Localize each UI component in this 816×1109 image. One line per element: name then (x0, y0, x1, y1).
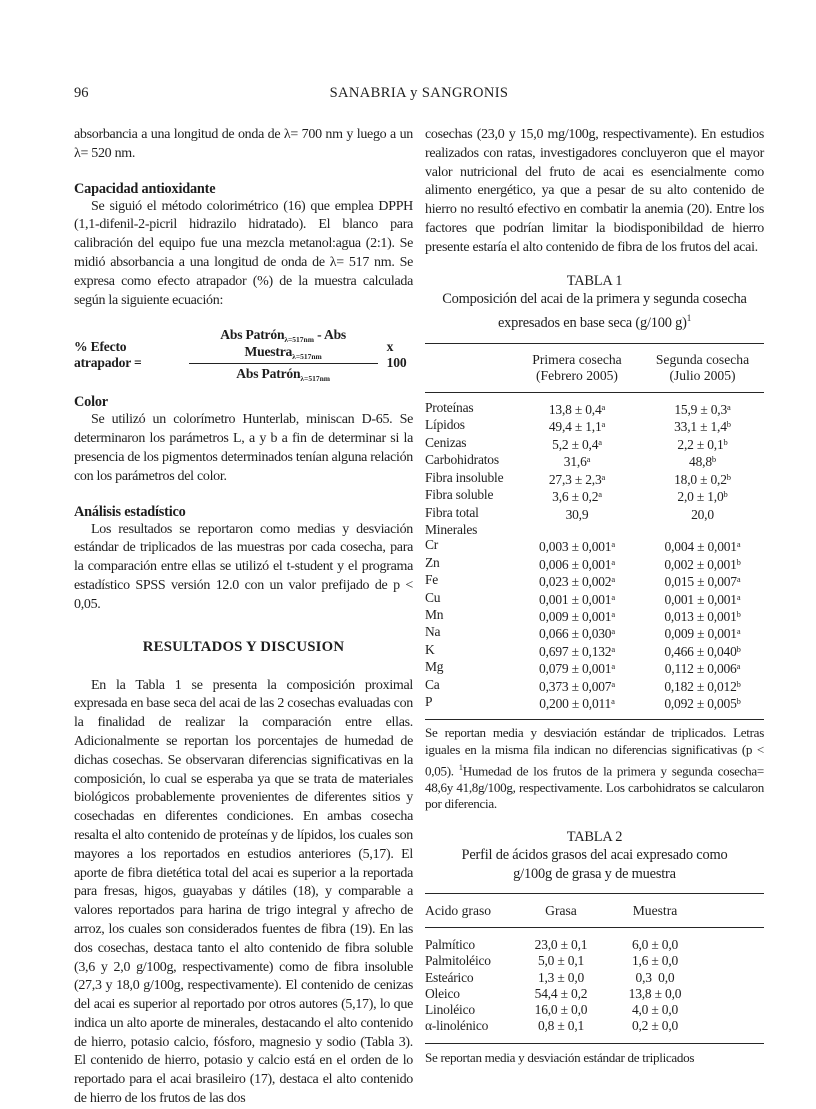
table2-header-sample: Muestra (632, 903, 678, 919)
table-row (425, 572, 764, 589)
table1-second-harvest-value: 0,092 ± 0,005$^b$ (664, 695, 741, 711)
table-row (425, 452, 764, 469)
significance-letter: a (736, 626, 741, 637)
table1-second-harvest-value: 0,001 ± 0,001$^a$ (664, 591, 741, 607)
significance-letter: a (611, 643, 615, 654)
significance-letter: a (611, 574, 615, 585)
table1-second-harvest-value: 2,2 ± 0,1$^b$ (677, 436, 728, 452)
table-row (425, 937, 764, 953)
footnote-marker: 1 (686, 312, 692, 323)
significance-letter: a (611, 661, 615, 672)
page-number: 96 (74, 85, 89, 101)
significance-letter: a (727, 402, 731, 413)
significance-letter: b (723, 489, 728, 500)
table1-label: TABLA 1 (566, 272, 623, 289)
running-title: SANABRIA y SANGRONIS (329, 85, 509, 101)
table2-sample-value: 6,0 ± 0,0 (631, 937, 679, 953)
equation-multiplier: x 100 (386, 339, 407, 371)
table2-title-line3: g/100g de grasa y de muestra (513, 865, 676, 882)
section-heading-antioxidant-capacity: Capacidad antioxidante (74, 180, 216, 197)
section-heading-results-discussion: RESULTADOS Y DISCUSION (142, 638, 345, 655)
significance-letter: a (611, 695, 615, 706)
table-row (425, 400, 764, 417)
paragraph-antioxidant-method: Se siguió el método colorimétrico (16) que emplea DPPH (1,1-difenil-2-picril hidrazilo hidratado). El blanco para calibración del equipo fue una mezcla metanol:agua (2:1). Se midió absorbancia a una longitud de onda de λ= 517 nm. Se expresa como efecto atrapador (%) de la muestra calculada según la siguiente ecuación: (74, 198, 413, 308)
table2-row-label: Palmitoléico (425, 953, 491, 969)
table2-label: TABLA 2 (566, 828, 623, 845)
lambda-subscript: λ=517nm (292, 352, 322, 362)
table2-title-line2: Perfil de ácidos grasos del acai expresado como (461, 847, 728, 864)
table1-title-line2: Composición del acai de la primera y segunda cosecha (442, 291, 747, 308)
table2-row-filler (713, 937, 764, 953)
significance-letter: a (611, 591, 615, 602)
table1-header-second-harvest: Segunda cosecha (Julio 2005) (655, 351, 750, 384)
table2-sample-value: 13,8 ± 0,0 (628, 985, 682, 1001)
table2-row-label: α-linolénico (425, 1018, 489, 1034)
table1-second-harvest-value: 48,8$^b$ (689, 454, 716, 470)
equation-denominator: Abs Patrón$_{\lambda=517nm}$ (236, 366, 331, 384)
significance-letter: a (601, 471, 606, 482)
table1-row-label: Na (425, 624, 441, 640)
table1-first-harvest-value: 0,023 ± 0,002$^a$ (539, 574, 615, 590)
table1-row-label: P (425, 693, 433, 709)
paragraph-statistical-analysis: Los resultados se reportaron como medias y desviación estándar de triplicados de las muestras por cada cosecha, para la comparación entre ellas se utilizó el t-student y el programa estadístico SPSS versión 12.0 con un valor prefijado de p < 0,05. (74, 521, 413, 612)
table2-fat-value: 16,0 ± 0,0 (534, 1002, 588, 1018)
table1-row-label: Lípidos (425, 417, 465, 433)
table2-sample-value: 0,2 ± 0,0 (631, 1018, 679, 1034)
table1-second-harvest-value: 0,009 ± 0,001$^a$ (664, 626, 741, 642)
table1-first-harvest-value (513, 522, 641, 537)
table1-row-label: Proteínas (425, 400, 474, 416)
table2-header-filler (713, 903, 764, 919)
significance-letter: a (601, 419, 606, 430)
table1-second-harvest-value: 0,112 ± 0,006$^a$ (664, 661, 741, 677)
table2-row-label: Palmítico (425, 937, 475, 953)
table1-row-label: Ca (425, 676, 440, 692)
table1-first-harvest-value: 31,6$^a$ (563, 454, 591, 470)
table1-row-label: Fe (425, 572, 439, 588)
table1-first-harvest-value: 13,8 ± 0,4$^a$ (548, 402, 606, 418)
table2-sample-value: 4,0 ± 0,0 (631, 1002, 679, 1018)
table-row (425, 986, 764, 1002)
section-heading-statistical-analysis: Análisis estadístico (74, 503, 186, 520)
table1-second-harvest-value: 20,0 (691, 506, 714, 522)
equation-lhs: % Efecto atrapador = (74, 339, 142, 371)
table1-title-line3: expresados en base seca (g/100 g)$^1$ (497, 312, 692, 331)
table-row (425, 624, 764, 641)
table1-row-label: Cu (425, 589, 441, 605)
table2-fat-value: 54,4 ± 0,2 (534, 985, 588, 1001)
lambda-subscript: λ=517nm (284, 335, 314, 345)
table-row (425, 417, 764, 434)
table1-second-harvest-value: 0,013 ± 0,001$^b$ (664, 608, 741, 624)
equation-numerator: Abs Patrón$_{\lambda=517nm}$ - Abs Muestra$_{\lambda=517nm}$ (189, 327, 378, 364)
equation-fraction (189, 327, 378, 383)
table1-first-harvest-value: 49,4 ± 1,1$^a$ (548, 419, 606, 435)
footnote-marker: 1 (458, 761, 463, 772)
significance-letter: a (601, 402, 606, 413)
table1-first-harvest-value: 5,2 ± 0,4$^a$ (552, 436, 602, 452)
table-row (425, 970, 764, 986)
significance-letter: a (586, 454, 591, 465)
table1-row-label: Carbohidratos (425, 452, 499, 468)
section-heading-color: Color (74, 394, 108, 411)
significance-letter: b (711, 454, 716, 465)
table1-second-harvest-value: 2,0 ± 1,0$^b$ (677, 489, 728, 505)
table2-header-fat: Grasa (545, 903, 577, 919)
table2-sample-value: 1,6 ± 0,0 (631, 953, 679, 969)
table2-fat-value: 1,3 ± 0,0 (537, 969, 585, 985)
significance-letter: a (736, 539, 741, 550)
table1-second-harvest-value: 0,015 ± 0,007$^a$ (664, 574, 741, 590)
table1-header-row (425, 344, 764, 393)
table1-second-harvest-value: 0,182 ± 0,012$^b$ (664, 678, 741, 694)
significance-letter: a (611, 539, 615, 550)
table1-first-harvest-value: 27,3 ± 2,3$^a$ (548, 471, 606, 487)
table1-first-harvest-value: 3,6 ± 0,2$^a$ (552, 489, 602, 505)
significance-letter: b (736, 678, 741, 689)
table2-row-label: Oleico (425, 985, 460, 1001)
table2-body (425, 928, 764, 1043)
table2-row-filler (713, 970, 764, 986)
running-header (74, 85, 764, 102)
table1-second-harvest-value: 15,9 ± 0,3$^a$ (674, 402, 731, 418)
significance-letter: a (736, 661, 741, 672)
table1-body (425, 393, 764, 719)
table-row (425, 1018, 764, 1034)
table2-caption (425, 828, 764, 884)
table1-second-harvest-value: 18,0 ± 0,2$^b$ (674, 471, 731, 487)
table-row (425, 435, 764, 452)
table1-header-empty (425, 352, 513, 385)
table1-first-harvest-value: 0,066 ± 0,030$^a$ (539, 626, 615, 642)
table1-second-harvest-value: 0,002 ± 0,001$^b$ (664, 556, 741, 572)
table1-row-label: Fibra total (425, 504, 479, 520)
significance-letter: b (736, 608, 741, 619)
table1-first-harvest-value: 0,079 ± 0,001$^a$ (539, 661, 615, 677)
table1-first-harvest-value: 0,373 ± 0,007$^a$ (539, 678, 615, 694)
table2-row-label: Linoléico (425, 1002, 475, 1018)
table1-row-label: Zn (425, 554, 440, 570)
table1-second-harvest-value: 0,466 ± 0,040$^b$ (664, 643, 741, 659)
table-row (425, 642, 764, 659)
table1-first-harvest-value: 0,001 ± 0,001$^a$ (539, 591, 615, 607)
paragraph-absorbance: absorbancia a una longitud de onda de λ= 700 nm y luego a un λ= 520 nm. (74, 127, 413, 161)
paragraph-color-method: Se utilizó un colorímetro Hunterlab, miniscan D-65. Se determinaron los parámetros L, a y b a fin de determinar si la presencia de los pigmentos determinados tenían alguna relación con los parámetros del color. (74, 412, 413, 484)
table-row (425, 694, 764, 711)
significance-letter: b (723, 436, 728, 447)
table1-row-label: K (425, 641, 435, 657)
table1-row-label: Cenizas (425, 434, 467, 450)
significance-letter: a (598, 489, 602, 500)
significance-letter: a (611, 626, 615, 637)
table-row (425, 537, 764, 554)
table1-row-label: Cr (425, 537, 439, 553)
significance-letter: a (611, 556, 615, 567)
significance-letter: a (736, 591, 741, 602)
significance-letter: a (598, 436, 602, 447)
table2-fat-value: 0,8 ± 0,1 (537, 1018, 585, 1034)
table1-first-harvest-value: 30,9 (565, 506, 589, 522)
table1-composition (425, 343, 764, 721)
table-row (425, 522, 764, 537)
table1-row-label: Mg (425, 659, 444, 675)
table-row (425, 590, 764, 607)
table2-row-filler (713, 986, 764, 1002)
table1-first-harvest-value: 0,009 ± 0,001$^a$ (539, 608, 615, 624)
table-row (425, 487, 764, 504)
table1-first-harvest-value: 0,003 ± 0,001$^a$ (539, 539, 615, 555)
table-row (425, 505, 764, 522)
table1-caption (425, 272, 764, 332)
table1-first-harvest-value: 0,006 ± 0,001$^a$ (539, 556, 615, 572)
table1-header-first-harvest: Primera cosecha (Febrero 2005) (532, 351, 622, 384)
paragraph-intro-continuation: cosechas (23,0 y 15,0 mg/100g, respectivamente). En estudios realizados con ratas, investigadores concluyeron que el mayor valor nutricional del fruto de acai es esencialmente como alimento energético, ya que a pesar de su alto contenido de hierro no resultó efectivo en combatir la anemia (20). Entre los factores que podrían limitar la biodisponibildad de hierro presente estaría el alto contenido de fibra de los frutos del acai. (425, 127, 764, 255)
right-column (425, 126, 764, 1109)
significance-letter: b (726, 471, 731, 482)
table1-second-harvest-value: 0,004 ± 0,001$^a$ (664, 539, 741, 555)
table-row (425, 1002, 764, 1018)
scavenging-effect-equation (74, 327, 413, 383)
left-column (74, 126, 413, 1109)
table2-fat-value: 23,0 ± 0,1 (534, 937, 588, 953)
significance-letter: b (736, 556, 741, 567)
table-row (425, 659, 764, 676)
significance-letter: a (611, 608, 615, 619)
table1-row-label: Mn (425, 606, 444, 622)
table1-first-harvest-value: 0,200 ± 0,011$^a$ (539, 695, 615, 711)
significance-letter: a (611, 678, 615, 689)
table1-first-harvest-value: 0,697 ± 0,132$^a$ (539, 643, 615, 659)
table-row (425, 470, 764, 487)
table-row (425, 607, 764, 624)
table1-footnote: Se reportan media y desviación estándar de triplicados. Letras iguales en la misma fila indican no diferencias significativas (p < 0,05). $^1$Humedad de los frutos de la primera y segunda cosecha= 48,6y 41,8g/100g, respectivamente. Los carbohidratos se calcularon por diferencia. (425, 725, 764, 812)
significance-letter: b (726, 419, 731, 430)
significance-letter: b (736, 643, 741, 654)
table1-row-label: Minerales (425, 521, 478, 537)
table2-row-filler (713, 953, 764, 969)
table2-row-label: Esteárico (425, 969, 474, 985)
table1-row-label: Fibra soluble (425, 487, 494, 503)
page-content (74, 126, 764, 1109)
significance-letter: b (736, 695, 741, 706)
table2-header-acid: Acido graso (425, 903, 492, 919)
paragraph-results-discussion: En la Tabla 1 se presenta la composición proximal expresada en base seca del acai de las 2 cosechas evaluadas con la finalidad de realizar la comparación entre ellas. Adicionalmente se reportan los porcentajes de humedad de dichas cosechas. Se observaran diferencias significativas en la composición, lo cual se esperaba ya que se trata de materiales biológicos probablemente provenientes de diferentes sitios y cosechadas en diferentes condiciones. En ambas cosecha resalta el alto contenido de proteínas y de lípidos, los cuales son mayores a los reportados en estudios anteriores (5,17). El aporte de fibra dietética total del acai es superior a la reportada para fresas, higos, guayabas y dátiles (18), y comparable a valores reportados para harina de trigo integral y afrecho de arroz, los cuales son considerados fuentes de fibra (19). En las dos cosechas, destaca tanto el alto contenido de fibra soluble (3,6 y 2,0 g/100g, respectivamente) como de fibra insoluble (27,3 y 18,0 g/100g, respectivamente). El contenido de cenizas del acai es superior al reportado por otros autores (5,17), lo que indica un alto aporte de minerales, destacando el alto contenido de hierro, potasio calcio, fósforo, magnesio y sodio (Tabla 3). El contenido de hierro, potasio y calcio está en el orden de lo reportado para el acai brasileiro (17), destaca el alto contenido de hierro de los frutos de las dos (74, 677, 413, 1107)
table2-header-row (425, 894, 764, 928)
table2-sample-value: 0,3 0,0 (635, 969, 675, 985)
table-row (425, 677, 764, 694)
table1-second-harvest-value: 33,1 ± 1,4$^b$ (674, 419, 731, 435)
table2-fat-value: 5,0 ± 0,1 (537, 953, 585, 969)
table2-fatty-acids (425, 893, 764, 1044)
table-row (425, 953, 764, 969)
table2-footnote: Se reportan media y desviación estándar de triplicados (425, 1050, 695, 1066)
table-row (425, 555, 764, 572)
table1-row-label: Fibra insoluble (425, 469, 504, 485)
significance-letter: a (736, 574, 741, 585)
table2-row-filler (713, 1018, 764, 1034)
lambda-subscript: λ=517nm (300, 374, 331, 384)
table1-second-harvest-value (641, 522, 764, 537)
table2-row-filler (713, 1002, 764, 1018)
